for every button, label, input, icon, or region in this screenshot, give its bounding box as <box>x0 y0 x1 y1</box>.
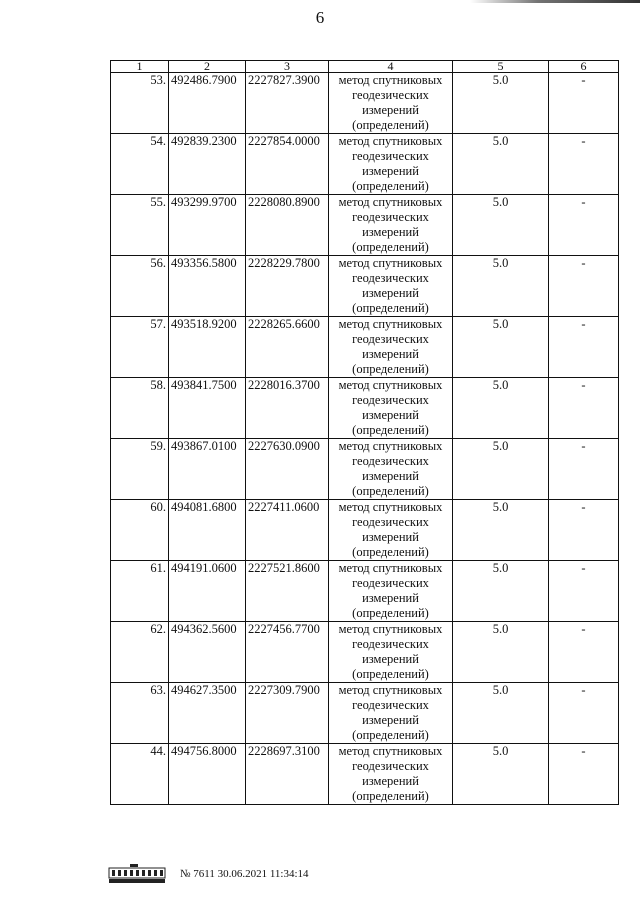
description-cell: - <box>549 561 619 622</box>
description-cell: - <box>549 744 619 805</box>
table-row <box>111 73 619 134</box>
y-coordinate-cell: 2227456.7700 <box>246 622 329 683</box>
point-number-cell: 44. <box>111 744 169 805</box>
point-number-cell: 60. <box>111 500 169 561</box>
table-row <box>111 195 619 256</box>
y-coordinate-cell: 2228697.3100 <box>246 744 329 805</box>
accuracy-cell: 5.0 <box>453 683 549 744</box>
description-cell: - <box>549 683 619 744</box>
header-col-3: 3 <box>246 61 329 73</box>
scan-artifact <box>470 0 640 3</box>
y-coordinate-cell: 2228016.3700 <box>246 378 329 439</box>
point-number-cell: 54. <box>111 134 169 195</box>
header-col-6: 6 <box>549 61 619 73</box>
accuracy-cell: 5.0 <box>453 439 549 500</box>
table-row <box>111 561 619 622</box>
header-col-1: 1 <box>111 61 169 73</box>
x-coordinate-cell: 494362.5600 <box>169 622 246 683</box>
description-cell: - <box>549 317 619 378</box>
point-number-cell: 59. <box>111 439 169 500</box>
point-number-cell: 53. <box>111 73 169 134</box>
y-coordinate-cell: 2227854.0000 <box>246 134 329 195</box>
description-cell: - <box>549 134 619 195</box>
y-coordinate-cell: 2227309.7900 <box>246 683 329 744</box>
government-emblem-icon <box>108 864 166 884</box>
y-coordinate-cell: 2228229.7800 <box>246 256 329 317</box>
accuracy-cell: 5.0 <box>453 378 549 439</box>
method-cell: метод спутниковых геодезических измерений (определений) <box>329 439 453 500</box>
table-row <box>111 744 619 805</box>
x-coordinate-cell: 493841.7500 <box>169 378 246 439</box>
point-number-cell: 55. <box>111 195 169 256</box>
accuracy-cell: 5.0 <box>453 561 549 622</box>
x-coordinate-cell: 493518.9200 <box>169 317 246 378</box>
description-cell: - <box>549 500 619 561</box>
table-header-row <box>111 61 619 73</box>
method-cell: метод спутниковых геодезических измерений (определений) <box>329 134 453 195</box>
x-coordinate-cell: 494081.6800 <box>169 500 246 561</box>
y-coordinate-cell: 2227521.8600 <box>246 561 329 622</box>
x-coordinate-cell: 494756.8000 <box>169 744 246 805</box>
method-cell: метод спутниковых геодезических измерений (определений) <box>329 256 453 317</box>
table-body <box>111 73 619 805</box>
coordinates-table <box>110 60 619 805</box>
table-row <box>111 256 619 317</box>
description-cell: - <box>549 378 619 439</box>
accuracy-cell: 5.0 <box>453 744 549 805</box>
table-row <box>111 439 619 500</box>
y-coordinate-cell: 2227827.3900 <box>246 73 329 134</box>
point-number-cell: 61. <box>111 561 169 622</box>
x-coordinate-cell: 492486.7900 <box>169 73 246 134</box>
method-cell: метод спутниковых геодезических измерений (определений) <box>329 73 453 134</box>
page-number: 6 <box>315 8 325 27</box>
table-row <box>111 622 619 683</box>
method-cell: метод спутниковых геодезических измерений (определений) <box>329 195 453 256</box>
method-cell: метод спутниковых геодезических измерений (определений) <box>329 500 453 561</box>
description-cell: - <box>549 195 619 256</box>
x-coordinate-cell: 493299.9700 <box>169 195 246 256</box>
description-cell: - <box>549 622 619 683</box>
table-row <box>111 317 619 378</box>
accuracy-cell: 5.0 <box>453 500 549 561</box>
accuracy-cell: 5.0 <box>453 134 549 195</box>
accuracy-cell: 5.0 <box>453 256 549 317</box>
footer <box>108 863 309 885</box>
table-row <box>111 683 619 744</box>
method-cell: метод спутниковых геодезических измерений (определений) <box>329 683 453 744</box>
x-coordinate-cell: 493867.0100 <box>169 439 246 500</box>
point-number-cell: 57. <box>111 317 169 378</box>
description-cell: - <box>549 256 619 317</box>
accuracy-cell: 5.0 <box>453 73 549 134</box>
header-col-2: 2 <box>169 61 246 73</box>
y-coordinate-cell: 2228080.8900 <box>246 195 329 256</box>
registration-number: № 7611 30.06.2021 11:34:14 <box>180 868 309 880</box>
x-coordinate-cell: 494191.0600 <box>169 561 246 622</box>
x-coordinate-cell: 492839.2300 <box>169 134 246 195</box>
method-cell: метод спутниковых геодезических измерений (определений) <box>329 561 453 622</box>
description-cell: - <box>549 439 619 500</box>
method-cell: метод спутниковых геодезических измерений (определений) <box>329 622 453 683</box>
accuracy-cell: 5.0 <box>453 317 549 378</box>
point-number-cell: 63. <box>111 683 169 744</box>
point-number-cell: 62. <box>111 622 169 683</box>
y-coordinate-cell: 2227411.0600 <box>246 500 329 561</box>
point-number-cell: 56. <box>111 256 169 317</box>
y-coordinate-cell: 2227630.0900 <box>246 439 329 500</box>
header-col-4: 4 <box>329 61 453 73</box>
y-coordinate-cell: 2228265.6600 <box>246 317 329 378</box>
method-cell: метод спутниковых геодезических измерений (определений) <box>329 744 453 805</box>
x-coordinate-cell: 493356.5800 <box>169 256 246 317</box>
method-cell: метод спутниковых геодезических измерений (определений) <box>329 317 453 378</box>
description-cell: - <box>549 73 619 134</box>
header-col-5: 5 <box>453 61 549 73</box>
table-row <box>111 134 619 195</box>
accuracy-cell: 5.0 <box>453 195 549 256</box>
x-coordinate-cell: 494627.3500 <box>169 683 246 744</box>
table-row <box>111 378 619 439</box>
method-cell: метод спутниковых геодезических измерений (определений) <box>329 378 453 439</box>
table-row <box>111 500 619 561</box>
accuracy-cell: 5.0 <box>453 622 549 683</box>
point-number-cell: 58. <box>111 378 169 439</box>
